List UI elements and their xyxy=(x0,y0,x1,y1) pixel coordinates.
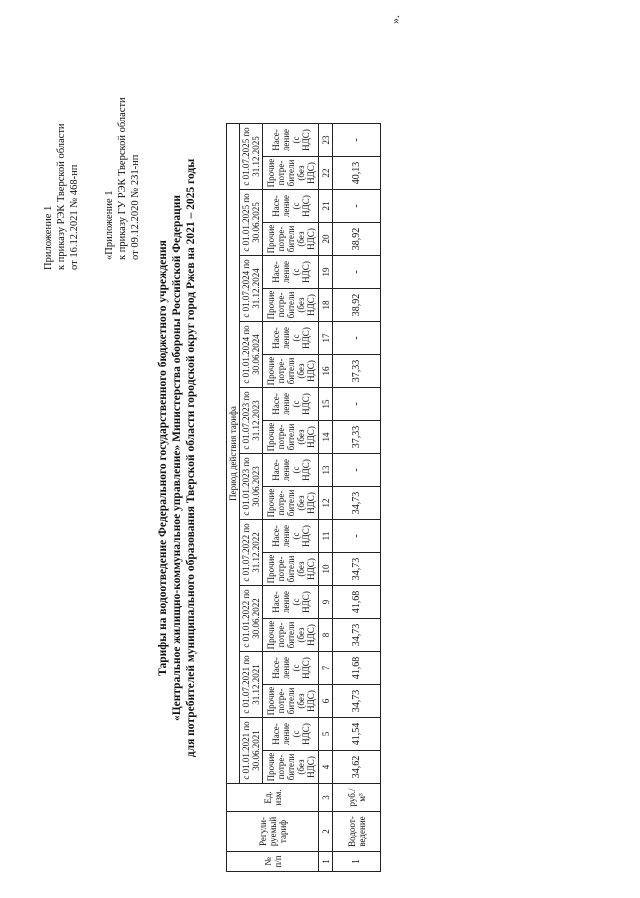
tariff-value-cell: - xyxy=(333,190,381,223)
tariff-value-cell: - xyxy=(333,388,381,421)
subheader-other-consumers: Прочие потре-бители (без НДС) xyxy=(263,487,319,520)
row-unit: руб./м³ xyxy=(333,784,381,812)
tariff-value-cell: 34,73 xyxy=(333,487,381,520)
period-header-cell: с 01.07.2022 по 31.12.2022 xyxy=(240,520,263,586)
subheader-other-consumers: Прочие потре-бители (без НДС) xyxy=(263,751,319,784)
tariff-value-cell: 34,62 xyxy=(333,751,381,784)
tariff-value-cell: 38,92 xyxy=(333,289,381,322)
table-row xyxy=(333,124,381,872)
subheader-population: Насе-ление (с НДС) xyxy=(263,454,319,487)
period-header-cell: с 01.01.2023 по 30.06.2023 xyxy=(240,454,263,520)
subheader-other-consumers: Прочие потре-бители (без НДС) xyxy=(263,223,319,256)
column-number-cell: 9 xyxy=(319,586,333,619)
header-col-no: № п/п xyxy=(227,852,319,872)
title-line: Тарифы на водоотведение Федерального государственного бюджетного учреждения xyxy=(157,240,169,676)
subheader-other-consumers: Прочие потре-бители (без НДС) xyxy=(263,157,319,190)
tariff-value-cell: 41,54 xyxy=(333,718,381,751)
column-number-cell: 13 xyxy=(319,454,333,487)
appendix-line: «Приложение 1 xyxy=(104,190,115,260)
period-header-cell: с 01.07.2024 по 31.12.2024 xyxy=(240,256,263,322)
period-header-cell: с 01.01.2022 по 30.06.2022 xyxy=(240,586,263,652)
column-number-cell: 5 xyxy=(319,718,333,751)
subheader-population: Насе-ление (с НДС) xyxy=(263,124,319,157)
column-number-cell: 10 xyxy=(319,553,333,586)
appendix-line: от 09.12.2020 № 231-нп xyxy=(130,154,141,260)
column-number-cell: 15 xyxy=(319,388,333,421)
tariff-value-cell: - xyxy=(333,454,381,487)
subheader-other-consumers: Прочие потре-бители (без НДС) xyxy=(263,355,319,388)
period-header-cell: с 01.07.2023 по 31.12.2023 xyxy=(240,388,263,454)
subheader-population: Насе-ление (с НДС) xyxy=(263,652,319,685)
column-number-cell: 1 xyxy=(319,852,333,872)
closing-quote: ». xyxy=(388,15,402,24)
column-number-cell: 14 xyxy=(319,421,333,454)
tariff-value-cell: 41,68 xyxy=(333,652,381,685)
tariff-value-cell: 34,73 xyxy=(333,619,381,652)
row-no: 1 xyxy=(333,852,381,872)
column-number-cell: 17 xyxy=(319,322,333,355)
column-number-cell: 23 xyxy=(319,124,333,157)
column-number-cell: 16 xyxy=(319,355,333,388)
column-number-cell: 21 xyxy=(319,190,333,223)
column-number-cell: 7 xyxy=(319,652,333,685)
tariff-value-cell: 40,13 xyxy=(333,157,381,190)
period-header-cell: с 01.01.2025 по 30.06.2025 xyxy=(240,190,263,256)
appendix-line: к приказу РЭК Тверской области xyxy=(56,123,67,270)
header-col-unit: Ед. изм. xyxy=(227,784,319,812)
period-header-cell: с 01.01.2021 по 30.06.2021 xyxy=(240,718,263,784)
row-tariff: Водоот-ведение xyxy=(333,812,381,852)
subheader-other-consumers: Прочие потре-бители (без НДС) xyxy=(263,553,319,586)
column-number-cell: 6 xyxy=(319,685,333,718)
period-header-cell: с 01.01.2024 по 30.06.2024 xyxy=(240,322,263,388)
subheader-population: Насе-ление (с НДС) xyxy=(263,586,319,619)
tariff-value-cell: 41,68 xyxy=(333,586,381,619)
header-period: Период действия тарифа xyxy=(227,124,240,784)
header-periods-row xyxy=(240,124,263,872)
subheader-population: Насе-ление (с НДС) xyxy=(263,190,319,223)
column-number-cell: 18 xyxy=(319,289,333,322)
title-line: для потребителей муниципального образования Тверской области городской округ город Ржев на 2021 – 2025 годы xyxy=(185,158,197,758)
tariff-value-cell: 37,33 xyxy=(333,421,381,454)
tariff-value-cell: - xyxy=(333,256,381,289)
appendix-line: Приложение 1 xyxy=(43,205,54,270)
tariff-value-cell: - xyxy=(333,124,381,157)
column-number-cell: 20 xyxy=(319,223,333,256)
subheader-other-consumers: Прочие потре-бители (без НДС) xyxy=(263,619,319,652)
column-number-cell: 19 xyxy=(319,256,333,289)
appendix-line: от 16.12.2021 № 468-нп xyxy=(69,164,80,270)
tariff-value-cell: 34,73 xyxy=(333,553,381,586)
tariff-value-cell: - xyxy=(333,322,381,355)
column-number-cell: 2 xyxy=(319,812,333,852)
tariff-table xyxy=(226,123,381,872)
column-number-cell: 11 xyxy=(319,520,333,553)
tariff-value-cell: - xyxy=(333,520,381,553)
subheader-other-consumers: Прочие потре-бители (без НДС) xyxy=(263,685,319,718)
column-number-cell: 22 xyxy=(319,157,333,190)
column-number-cell: 4 xyxy=(319,751,333,784)
column-number-cell: 3 xyxy=(319,784,333,812)
subheader-population: Насе-ление (с НДС) xyxy=(263,322,319,355)
subheader-population: Насе-ление (с НДС) xyxy=(263,520,319,553)
appendix-reference-current xyxy=(42,123,81,270)
tariff-value-cell: 37,33 xyxy=(333,355,381,388)
appendix-reference-previous xyxy=(103,97,142,260)
tariff-value-cell: 38,92 xyxy=(333,223,381,256)
subheader-population: Насе-ление (с НДС) xyxy=(263,718,319,751)
subheader-other-consumers: Прочие потре-бители (без НДС) xyxy=(263,289,319,322)
subheader-population: Насе-ление (с НДС) xyxy=(263,388,319,421)
column-number-cell: 12 xyxy=(319,487,333,520)
document-title xyxy=(156,78,198,838)
subheader-other-consumers: Прочие потре-бители (без НДС) xyxy=(263,421,319,454)
period-header-cell: с 01.07.2025 по 31.12.2025 xyxy=(240,124,263,190)
header-subcolumns-row xyxy=(263,124,319,872)
column-number-cell: 8 xyxy=(319,619,333,652)
subheader-population: Насе-ление (с НДС) xyxy=(263,256,319,289)
header-col-tariff: Регули-руемый тариф xyxy=(227,812,319,852)
period-header-cell: с 01.07.2021 по 31.12.2021 xyxy=(240,652,263,718)
column-numbers-row xyxy=(319,124,333,872)
appendix-line: к приказу ГУ РЭК Тверской области xyxy=(117,97,128,260)
tariff-value-cell: 34,73 xyxy=(333,685,381,718)
title-line: «Центральное жилищно-коммунальное управление» Министерства обороны Российской Федерации xyxy=(171,194,183,722)
